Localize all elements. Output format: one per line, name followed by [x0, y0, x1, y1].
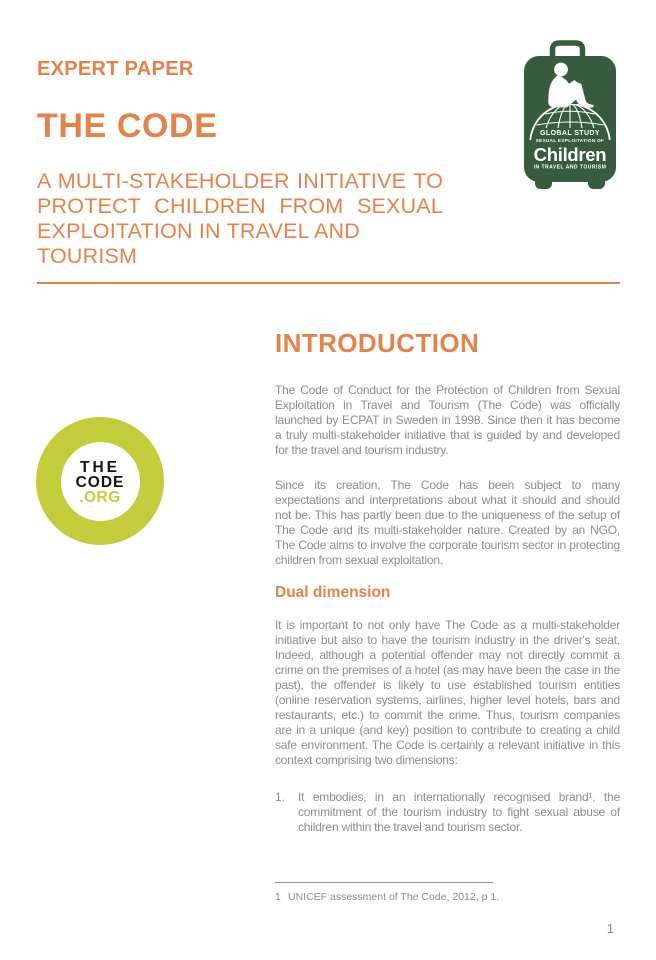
subtitle: [37, 169, 443, 269]
subtitle-line: EXPLOITATION IN TRAVEL AND TOURISM: [37, 219, 360, 268]
footnote-block: [275, 882, 620, 904]
study-logo-line1: GLOBAL STUDY: [540, 130, 600, 137]
list-item-text: It embodies, in an internationally recognised brand¹, the commitment of the tourism industry to fight sexual abuse of children within the travel and tourism sector.: [298, 790, 620, 834]
dual-dimension-heading: Dual dimension: [275, 584, 391, 601]
intro-paragraph-1: The Code of Conduct for the Protection of Children from Sexual Exploitation in Travel and Tourism (The Code) was officially launched by ECPAT in Sweden in 1998. Since then it has become a truly multi-stakeholder initiative that is guided by and developed for the travel and tourism industry.: [275, 383, 620, 457]
footnote: [275, 891, 620, 904]
main-content: [275, 330, 620, 835]
suitcase-icon: [505, 35, 635, 200]
numbered-list-item: [275, 790, 620, 835]
global-study-logo: [505, 35, 635, 200]
thecode-logo-line3: .ORG: [79, 488, 121, 506]
list-item-number: 1.: [275, 790, 285, 804]
footnote-number: 1: [275, 891, 281, 903]
study-logo-line2: SEXUAL EXPLOITATION OF: [535, 137, 605, 143]
study-logo-line3: Children: [533, 144, 607, 165]
thecode-logo-line2: CODE: [75, 473, 125, 491]
subtitle-line: A MULTI-STAKEHOLDER INITIATIVE TO: [37, 169, 443, 193]
page-number: 1: [606, 921, 614, 936]
dual-dimension-paragraph: It is important to not only have The Code as a multi-stakeholder initiative but also to have the tourism industry in the driver's seat. Indeed, although a potential offender may not directly commit a crime on the premises of a hotel (as may have been the case in the past), the offender is likely to use established tourism entities (online reservation systems, airlines, higher level hotels, bars and restaurants, etc.) to commit the crime. Thus, tourism companies are in a unique (and key) position to contribute to creating a child safe environment. The Code is certainly a relevant initiative in this context comprising two dimensions:: [275, 618, 620, 767]
intro-paragraph-2: Since its creation, The Code has been subject to many expectations and interpretations about what it should and should not be. This has partly been due to the uniqueness of the setup of The Code and its multi-stakeholder nature. Created by an NGO, The Code aims to involve the corporate tourism sector in protecting children from sexual exploitation.: [275, 478, 620, 567]
subtitle-line: PROTECT CHILDREN FROM SEXUAL: [37, 194, 443, 218]
section-divider: [37, 282, 620, 284]
page-title: THE CODE: [37, 107, 218, 145]
intro-heading: INTRODUCTION: [275, 328, 480, 358]
footnote-text: UNICEF assessment of The Code, 2012, p 1.: [288, 891, 500, 903]
study-logo-line4: IN TRAVEL AND TOURISM: [533, 164, 607, 171]
footnote-rule: [275, 882, 493, 883]
masthead: [37, 59, 443, 269]
kicker: EXPERT PAPER: [37, 58, 194, 80]
thecode-org-logo: [36, 417, 164, 545]
suitcase-handle: [553, 43, 583, 57]
thecode-logo-line1: THE: [80, 458, 120, 476]
thecode-org-logo-center: [61, 442, 140, 521]
